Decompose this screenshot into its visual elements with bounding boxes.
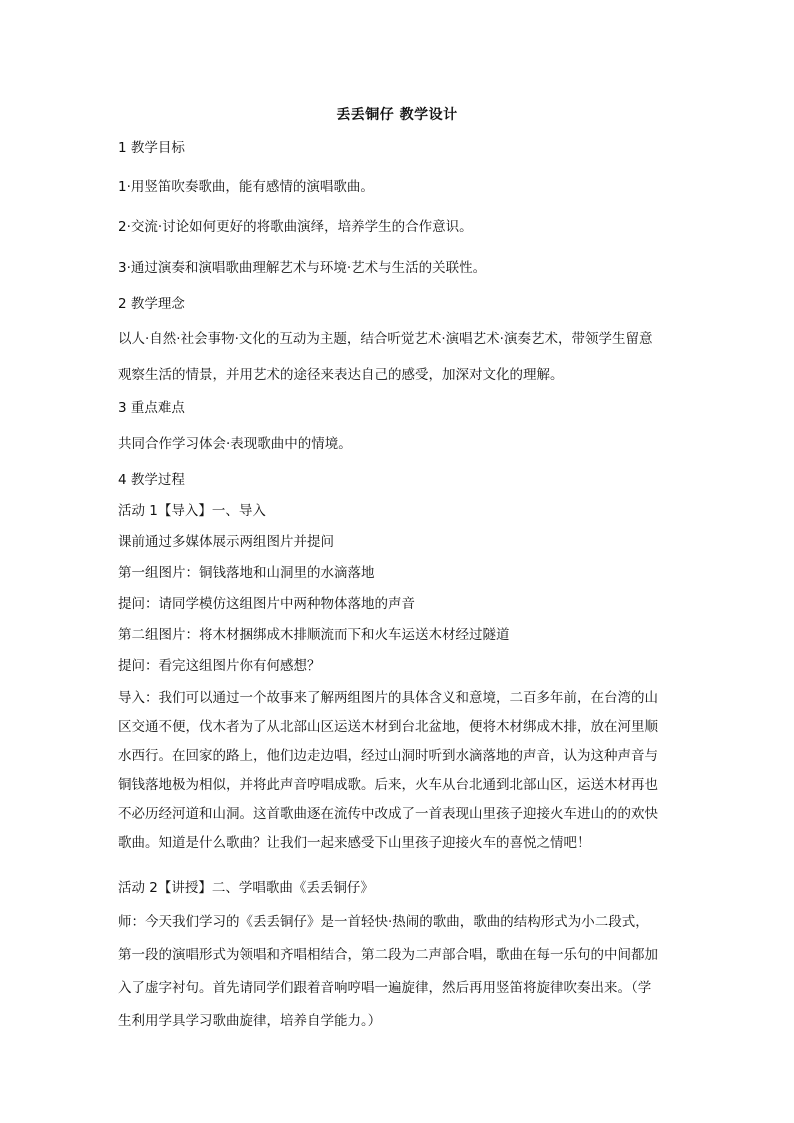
teacher-paragraph — [118, 910, 678, 1042]
paragraph-line: 第一组图片：铜钱落地和山洞里的水滴落地 — [118, 565, 375, 581]
objective-item: 3·通过演奏和演唱歌曲理解艺术与环境·艺术与生活的关联性。 — [118, 260, 487, 276]
intro-paragraph — [118, 686, 678, 860]
document-title: 丢丢铜仔 教学设计 — [336, 107, 458, 123]
paragraph-line: 不必历经河道和山洞。这首歌曲逐在流传中改成了一首表现山里孩子迎接火车进山的的欢快 — [118, 806, 658, 822]
paragraph-line: 师：今天我们学习的《丢丢铜仔》是一首轻快·热闹的歌曲，歌曲的结构形式为小二段式， — [118, 914, 649, 930]
section-heading-objectives: 1 教学目标 — [118, 140, 185, 156]
paragraph-line: 歌曲。知道是什么歌曲？让我们一起来感受下山里孩子迎接火车的喜悦之情吧！ — [118, 835, 591, 851]
activity-1-content — [118, 530, 678, 685]
paragraph-line: 铜钱落地极为相似，并将此声音哼唱成歌。后来，火车从台北通到北部山区，运送木材再也 — [118, 777, 658, 793]
philosophy-paragraph — [118, 327, 678, 393]
paragraph-line: 提问：请同学模仿这组图片中两种物体落地的声音 — [118, 596, 415, 612]
activity-1-heading: 活动 1【导入】一、导入 — [118, 503, 266, 519]
paragraph-line: 第二组图片：将木材捆绑成木排顺流而下和火车运送木材经过隧道 — [118, 627, 510, 643]
paragraph-line: 入了虚字衬句。首先请同学们跟着音响哼唱一遍旋律，然后再用竖笛将旋律吹奏出来。（学 — [118, 980, 652, 996]
section-heading-philosophy: 2 教学理念 — [118, 296, 185, 312]
objective-item: 1·用竖笛吹奏歌曲，能有感情的演唱歌曲。 — [118, 179, 374, 195]
paragraph-line: 生利用学具学习歌曲旋律，培养自学能力。） — [118, 1013, 382, 1029]
paragraph-line: 导入：我们可以通过一个故事来了解两组图片的具体含义和意境，二百多年前，在台湾的山 — [118, 690, 658, 706]
paragraph-line: 区交通不便，伐木者为了从北部山区运送木材到台北盆地，便将木材绑成木排，放在河里顺 — [118, 719, 658, 735]
objective-item: 2·交流·讨论如何更好的将歌曲演绎，培养学生的合作意识。 — [118, 219, 473, 235]
paragraph-line: 提问：看完这组图片你有何感想？ — [118, 658, 321, 674]
paragraph-line: 第一段的演唱形式为领唱和齐唱相结合，第二段为二声部合唱，歌曲在每一乐句的中间都加 — [118, 947, 658, 963]
activity-2-heading: 活动 2【讲授】二、学唱歌曲《丢丢铜仔》 — [118, 880, 374, 896]
paragraph-line: 以人·自然·社会事物·文化的互动为主题，结合听觉艺术·演唱艺术·演奏艺术，带领学生留意 — [118, 331, 653, 347]
paragraph-line: 水西行。在回家的路上，他们边走边唱，经过山洞时听到水滴落地的声音，认为这种声音与 — [118, 748, 658, 764]
key-points-text: 共同合作学习体会·表现歌曲中的情境。 — [118, 436, 352, 452]
paragraph-line: 观察生活的情景，并用艺术的途径来表达自己的感受，加深对文化的理解。 — [118, 367, 564, 383]
paragraph-line: 课前通过多媒体展示两组图片并提问 — [118, 534, 334, 550]
section-heading-key-points: 3 重点难点 — [118, 400, 185, 416]
section-heading-process: 4 教学过程 — [118, 472, 185, 488]
